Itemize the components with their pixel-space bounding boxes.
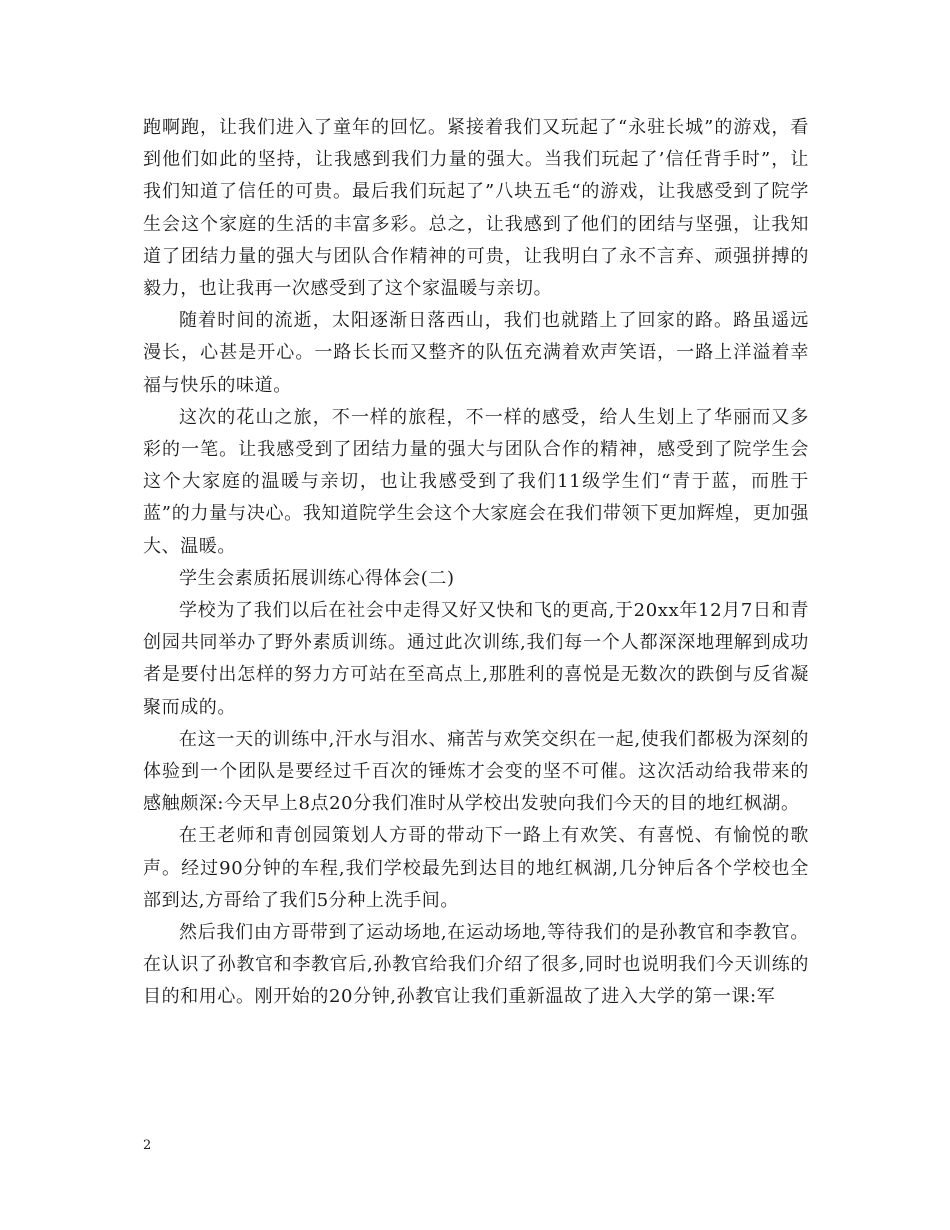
section-heading: 学生会素质拓展训练心得体会(二) [179,567,455,589]
paragraph-training-day: 在这一天的训练中,汗水与泪水、痛苦与欢笑交织在一起,使我们都极为深刻的体验到一个团队是要经过千百次的锤炼才会变的坚不可催。这次活动给我带来的感触颇深:今天早上8点20分我们准时从学校出发驶向我们今天的目的地红枫湖。 [143,728,809,815]
document-body [143,112,809,1014]
paragraph-intro: 学校为了我们以后在社会中走得又好又快和飞的更高,于20xx年12月7日和青创园共同举办了野外素质训练。通过此次训练,我们每一个人都深深地理解到成功者是要付出怎样的努力方可站在至高点上,那胜利的喜悦是无数次的跌倒与反省凝聚而成的。 [143,600,809,718]
paragraph-summary: 这次的花山之旅，不一样的旅程，不一样的感受，给人生划上了华丽而又多彩的一笔。让我感受到了团结力量的强大与团队合作的精神，感受到了院学生会这个大家庭的温暖与亲切，也让我感受到了我们11级学生们“青于蓝，而胜于蓝”的力量与决心。我知道院学生会这个大家庭会在我们带领下更加辉煌，更加强大、温暖。 [143,406,809,557]
paragraph-continuation: 跑啊跑，让我们进入了童年的回忆。紧接着我们又玩起了“永驻长城”的游戏，看到他们如此的坚持，让我感到我们力量的强大。当我们玩起了’信任背手时”，让我们知道了信任的可贵。最后我们玩起了”八块五毛“的游戏，让我感受到了院学生会这个家庭的生活的丰富多彩。总之，让我感到了他们的团结与坚强，让我知道了团结力量的强大与团队合作精神的可贵，让我明白了永不言弃、顽强拼搏的毅力，也让我再一次感受到了这个家温暖与亲切。 [143,117,809,300]
paragraph-journey: 在王老师和青创园策划人方哥的带动下一路上有欢笑、有喜悦、有愉悦的歌声。经过90分钟的车程,我们学校最先到达目的地红枫湖,几分钟后各个学校也全部到达,方哥给了我们5分种上洗手间。 [143,825,809,911]
page-number: 2 [143,1138,152,1153]
paragraph-instructors: 然后我们由方哥带到了运动场地,在运动场地,等待我们的是孙教官和李教官。在认识了孙教官和李教官后,孙教官给我们介绍了很多,同时也说明我们今天训练的目的和用心。刚开始的20分钟,孙教官让我们重新温故了进入大学的第一课:军 [143,922,809,1008]
paragraph-sunset: 随着时间的流逝，太阳逐渐日落西山，我们也就踏上了回家的路。路虽遥远漫长，心甚是开心。一路长长而又整齐的队伍充满着欢声笑语，一路上洋溢着幸福与快乐的味道。 [143,310,809,396]
